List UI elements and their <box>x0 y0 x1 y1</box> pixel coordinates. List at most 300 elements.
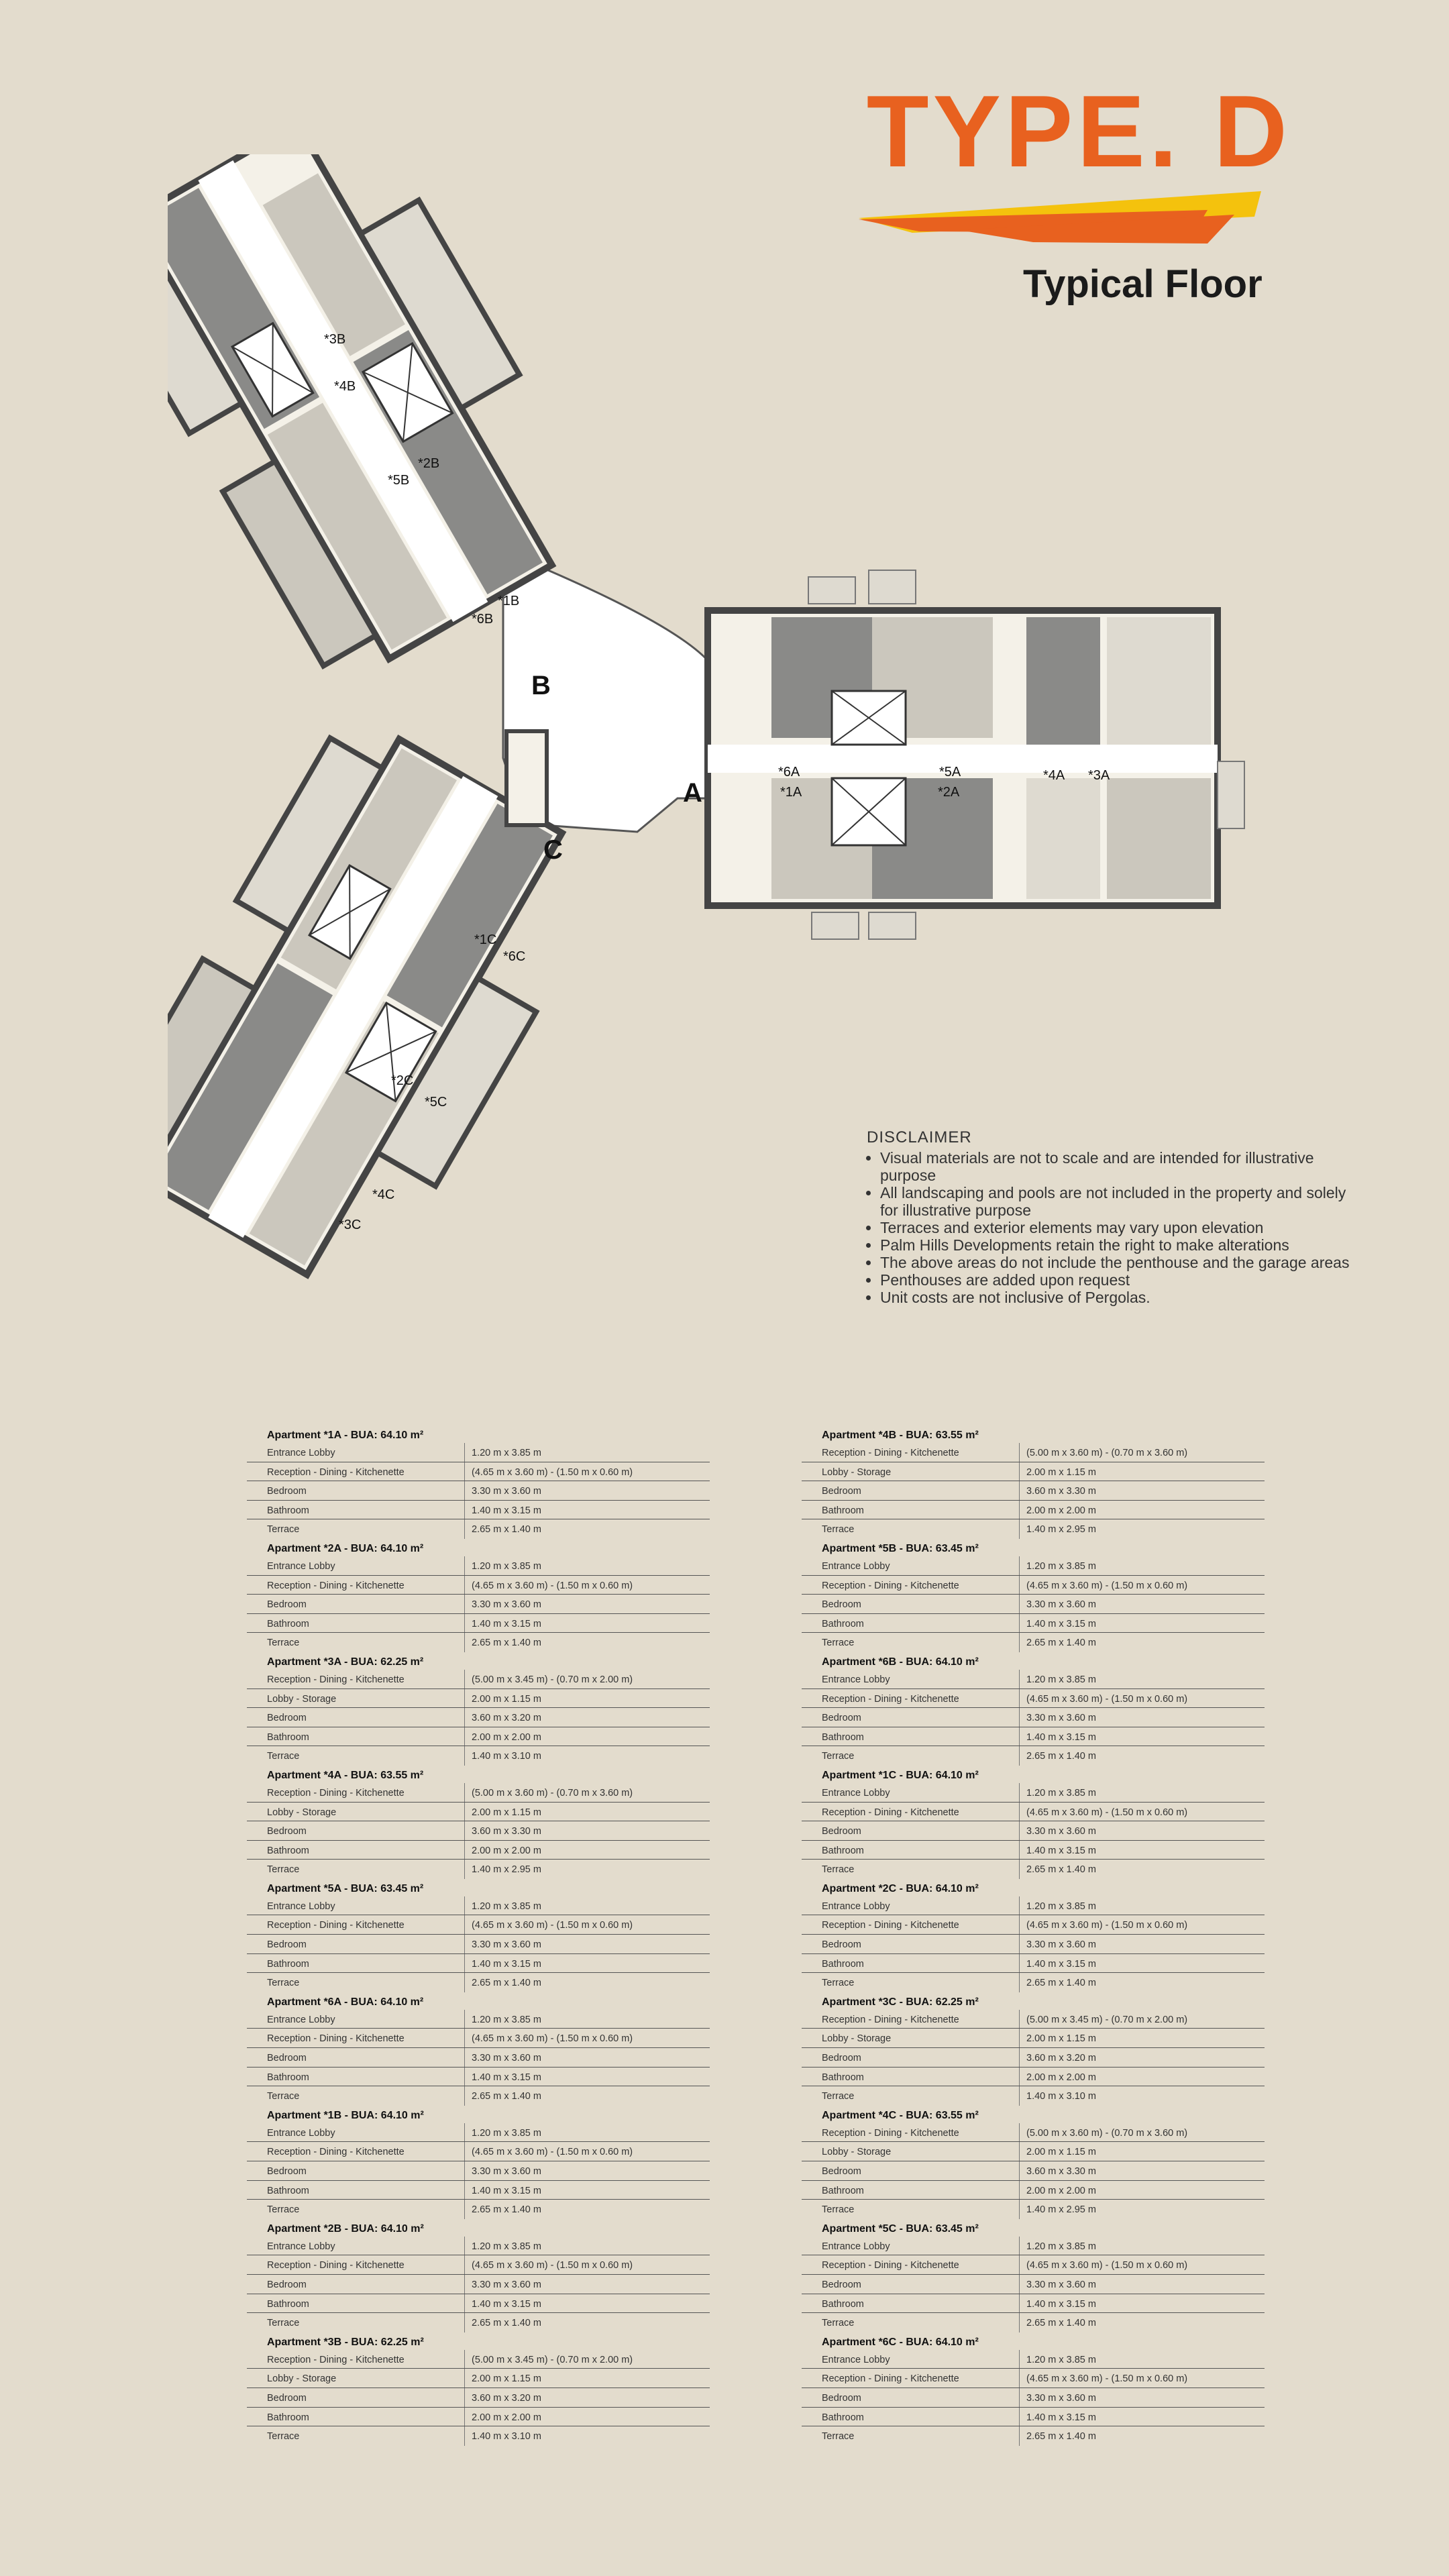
apartment-spec <box>802 1766 1265 1879</box>
room-dimensions: 1.40 m x 3.15 m <box>1026 2298 1096 2310</box>
apartment-spec <box>802 2219 1265 2332</box>
spec-row <box>247 1614 710 1633</box>
room-dimensions: 2.00 m x 2.00 m <box>1026 2185 1096 2196</box>
room-name: Bathroom <box>802 1954 1020 1973</box>
room-name: Bedroom <box>247 2161 465 2180</box>
room-dimensions: 3.60 m x 3.20 m <box>1026 2053 1096 2064</box>
room-dimensions: (4.65 m x 3.60 m) - (1.50 m x 0.60 m) <box>1026 1807 1188 1818</box>
room-name: Terrace <box>247 1860 465 1879</box>
room-name: Bathroom <box>802 1501 1020 1519</box>
room-name: Terrace <box>247 1519 465 1539</box>
spec-row <box>247 2200 710 2219</box>
spec-row <box>247 2068 710 2087</box>
spec-row <box>802 2181 1265 2200</box>
apartment-title: Apartment *3B - BUA: 62.25 m² <box>267 2336 424 2348</box>
unit-tag: *6C <box>503 949 526 964</box>
room-name: Entrance Lobby <box>802 1783 1020 1802</box>
room-dimensions: 2.65 m x 1.40 m <box>472 2318 541 2329</box>
room-name: Bedroom <box>247 1708 465 1727</box>
apartment-title: Apartment *4B - BUA: 63.55 m² <box>822 1430 979 1441</box>
apartment-spec <box>247 1426 710 1539</box>
room-name: Bedroom <box>247 2275 465 2294</box>
apartment-title: Apartment *1B - BUA: 64.10 m² <box>267 2109 424 2121</box>
room-name: Bedroom <box>802 1595 1020 1613</box>
apartment-title: Apartment *6A - BUA: 64.10 m² <box>267 1996 424 2008</box>
room-name: Bathroom <box>247 1841 465 1860</box>
room-name: Terrace <box>802 1860 1020 1879</box>
room-name: Reception - Dining - Kitchenette <box>802 2010 1020 2029</box>
room-name: Bedroom <box>247 1481 465 1500</box>
spec-row <box>247 1576 710 1595</box>
room-dimensions: 2.65 m x 1.40 m <box>472 1524 541 1536</box>
room-name: Bathroom <box>802 2068 1020 2086</box>
room-dimensions: 2.65 m x 1.40 m <box>1026 1751 1096 1762</box>
apartment-title: Apartment *2B - BUA: 64.10 m² <box>267 2222 424 2235</box>
room-name: Reception - Dining - Kitchenette <box>802 1576 1020 1595</box>
room-dimensions: 1.40 m x 3.15 m <box>1026 1958 1096 1970</box>
room-name: Bedroom <box>247 1595 465 1613</box>
spec-row <box>802 1689 1265 1709</box>
room-name: Terrace <box>802 2426 1020 2446</box>
room-dimensions: 2.65 m x 1.40 m <box>1026 2318 1096 2329</box>
spec-row <box>247 1954 710 1974</box>
room-dimensions: (4.65 m x 3.60 m) - (1.50 m x 0.60 m) <box>472 2260 633 2271</box>
room-dimensions: 1.40 m x 3.15 m <box>472 2072 541 2083</box>
spec-row <box>247 1556 710 1576</box>
room-name: Lobby - Storage <box>802 2029 1020 2047</box>
room-name: Terrace <box>802 2200 1020 2219</box>
room-dimensions: 3.30 m x 3.60 m <box>1026 2392 1096 2404</box>
room-dimensions: (4.65 m x 3.60 m) - (1.50 m x 0.60 m) <box>1026 1920 1188 1931</box>
room-dimensions: 2.65 m x 1.40 m <box>472 1978 541 1989</box>
spec-row <box>247 1896 710 1916</box>
room-dimensions: 2.00 m x 2.00 m <box>472 1845 541 1856</box>
room-name: Entrance Lobby <box>802 1896 1020 1915</box>
room-dimensions: 1.40 m x 3.15 m <box>472 2185 541 2196</box>
room-dimensions: 1.20 m x 3.85 m <box>472 1900 541 1912</box>
room-dimensions: (5.00 m x 3.45 m) - (0.70 m x 2.00 m) <box>1026 2014 1188 2025</box>
spec-row <box>247 2275 710 2294</box>
room-dimensions: (4.65 m x 3.60 m) - (1.50 m x 0.60 m) <box>472 2033 633 2045</box>
room-dimensions: 2.65 m x 1.40 m <box>472 2091 541 2102</box>
room-name: Reception - Dining - Kitchenette <box>802 1803 1020 1821</box>
room-name: Entrance Lobby <box>247 1556 465 1575</box>
apartment-spec <box>247 1766 710 1879</box>
room-dimensions: 1.20 m x 3.85 m <box>1026 1787 1096 1799</box>
spec-row <box>802 1841 1265 1860</box>
apartment-title: Apartment *1A - BUA: 64.10 m² <box>267 1430 424 1441</box>
room-name: Reception - Dining - Kitchenette <box>247 1462 465 1481</box>
room-name: Reception - Dining - Kitchenette <box>802 1443 1020 1462</box>
room-name: Reception - Dining - Kitchenette <box>247 2255 465 2274</box>
room-dimensions: (4.65 m x 3.60 m) - (1.50 m x 0.60 m) <box>472 1920 633 1931</box>
spec-row <box>802 2161 1265 2181</box>
spec-row <box>247 1727 710 1747</box>
spec-row <box>802 1915 1265 1935</box>
room-dimensions: (5.00 m x 3.45 m) - (0.70 m x 2.00 m) <box>472 1674 633 1685</box>
room-name: Terrace <box>247 2313 465 2332</box>
unit-tag: *3B <box>324 332 346 347</box>
spec-row <box>802 1896 1265 1916</box>
spec-row <box>247 2029 710 2048</box>
spec-row <box>247 2388 710 2408</box>
page-subtitle: Typical Floor <box>1023 262 1263 306</box>
room-name: Terrace <box>802 1973 1020 1992</box>
apartment-spec <box>247 1879 710 1992</box>
spec-row <box>247 1689 710 1709</box>
spec-row <box>247 2048 710 2068</box>
spec-row <box>247 1633 710 1652</box>
unit-tag: *5A <box>939 765 961 780</box>
room-name: Bathroom <box>247 1727 465 1746</box>
apartment-spec <box>802 1539 1265 1652</box>
wing-a <box>708 570 1244 939</box>
unit-tag: *6B <box>472 612 494 627</box>
spec-row <box>247 1462 710 1482</box>
spec-row <box>802 1935 1265 1954</box>
spec-row <box>802 1803 1265 1822</box>
spec-row <box>802 2408 1265 2427</box>
room-dimensions: 1.40 m x 2.95 m <box>1026 1524 1096 1536</box>
room-dimensions: 2.65 m x 1.40 m <box>1026 1978 1096 1989</box>
room-name: Bedroom <box>802 2275 1020 2294</box>
spec-row <box>247 1481 710 1501</box>
room-name: Bedroom <box>802 1821 1020 1840</box>
apartment-spec <box>802 2332 1265 2446</box>
spec-row <box>247 2010 710 2029</box>
spec-row <box>802 1462 1265 1482</box>
room-dimensions: 1.40 m x 3.15 m <box>1026 1618 1096 1629</box>
wing-label-a: A <box>683 778 702 808</box>
room-name: Bathroom <box>247 2181 465 2200</box>
room-dimensions: 2.65 m x 1.40 m <box>472 2204 541 2216</box>
room-name: Lobby - Storage <box>247 1803 465 1821</box>
room-dimensions: (4.65 m x 3.60 m) - (1.50 m x 0.60 m) <box>1026 2373 1188 2385</box>
room-dimensions: 3.30 m x 3.60 m <box>1026 2279 1096 2290</box>
room-dimensions: 2.00 m x 2.00 m <box>472 2412 541 2423</box>
spec-row <box>247 2086 710 2106</box>
room-dimensions: 2.65 m x 1.40 m <box>1026 1638 1096 1649</box>
spec-row <box>802 2086 1265 2106</box>
apartment-spec <box>802 1426 1265 1539</box>
spec-row <box>247 1783 710 1803</box>
room-name: Bedroom <box>802 1935 1020 1953</box>
room-name: Bathroom <box>802 2181 1020 2200</box>
room-dimensions: 1.40 m x 3.10 m <box>1026 2091 1096 2102</box>
spec-row <box>802 1519 1265 1539</box>
room-name: Bedroom <box>247 2388 465 2407</box>
room-dimensions: 2.65 m x 1.40 m <box>472 1638 541 1649</box>
spec-row <box>802 1576 1265 1595</box>
room-dimensions: (5.00 m x 3.60 m) - (0.70 m x 3.60 m) <box>472 1787 633 1799</box>
room-name: Bedroom <box>802 2048 1020 2067</box>
room-name: Entrance Lobby <box>802 2237 1020 2255</box>
spec-row <box>247 1860 710 1879</box>
room-name: Bathroom <box>802 1841 1020 1860</box>
room-name: Terrace <box>247 2426 465 2446</box>
room-dimensions: 2.00 m x 1.15 m <box>472 1807 541 1818</box>
unit-tag: *4A <box>1043 768 1065 783</box>
room-dimensions: 1.20 m x 3.85 m <box>472 1560 541 1572</box>
room-name: Reception - Dining - Kitchenette <box>802 2255 1020 2274</box>
room-dimensions: 1.40 m x 3.15 m <box>472 1505 541 1516</box>
apartment-title: Apartment *6B - BUA: 64.10 m² <box>822 1656 979 1668</box>
spec-row <box>247 1821 710 1841</box>
room-dimensions: 1.40 m x 2.95 m <box>472 1864 541 1876</box>
room-name: Terrace <box>247 2086 465 2106</box>
room-dimensions: 3.60 m x 3.30 m <box>1026 2166 1096 2177</box>
spec-row <box>802 1633 1265 1652</box>
room-name: Entrance Lobby <box>802 1670 1020 1688</box>
spec-row <box>802 1595 1265 1614</box>
room-name: Bedroom <box>802 2388 1020 2407</box>
spec-row <box>247 2142 710 2161</box>
room-dimensions: 2.00 m x 1.15 m <box>472 2373 541 2385</box>
room-dimensions: 1.20 m x 3.85 m <box>472 1448 541 1458</box>
room-name: Reception - Dining - Kitchenette <box>247 2142 465 2161</box>
room-dimensions: 1.20 m x 3.85 m <box>1026 1674 1096 1685</box>
apartment-title: Apartment *3C - BUA: 62.25 m² <box>822 1996 979 2008</box>
spec-row <box>247 1973 710 1992</box>
room-name: Terrace <box>247 1746 465 1766</box>
spec-row <box>247 1443 710 1462</box>
room-name: Entrance Lobby <box>247 2123 465 2142</box>
spec-row <box>802 1443 1265 1462</box>
spec-row <box>802 2142 1265 2161</box>
apartment-spec <box>802 1879 1265 1992</box>
apartment-title: Apartment *3A - BUA: 62.25 m² <box>267 1656 424 1668</box>
unit-tag: *6A <box>778 765 800 780</box>
room-dimensions: 1.20 m x 3.85 m <box>1026 2354 1096 2365</box>
room-dimensions: 1.40 m x 3.15 m <box>472 1618 541 1629</box>
spec-row <box>247 2123 710 2143</box>
room-dimensions: 1.20 m x 3.85 m <box>1026 1900 1096 1912</box>
room-name: Bedroom <box>247 2048 465 2067</box>
room-dimensions: (4.65 m x 3.60 m) - (1.50 m x 0.60 m) <box>1026 1693 1188 1705</box>
room-name: Terrace <box>802 1633 1020 1652</box>
room-dimensions: 3.30 m x 3.60 m <box>472 2279 541 2290</box>
spec-row <box>247 2237 710 2256</box>
page-title: TYPE. D <box>866 74 1291 189</box>
room-dimensions: 2.00 m x 1.15 m <box>472 1693 541 1705</box>
unit-tag: *2C <box>391 1073 414 1088</box>
room-dimensions: 3.30 m x 3.60 m <box>1026 1826 1096 1837</box>
apartment-spec <box>247 2332 710 2446</box>
apartment-title: Apartment *5C - BUA: 63.45 m² <box>822 2222 979 2235</box>
room-name: Reception - Dining - Kitchenette <box>247 1670 465 1688</box>
room-dimensions: 1.40 m x 2.95 m <box>1026 2204 1096 2216</box>
room-dimensions: (4.65 m x 3.60 m) - (1.50 m x 0.60 m) <box>472 1466 633 1478</box>
unit-tag: *4C <box>372 1187 395 1202</box>
room-dimensions: 3.30 m x 3.60 m <box>472 2166 541 2177</box>
room-name: Reception - Dining - Kitchenette <box>802 2123 1020 2142</box>
apartment-table-right <box>802 1426 1265 2446</box>
room-name: Bathroom <box>802 2408 1020 2426</box>
spec-row <box>802 2294 1265 2314</box>
disclaimer-list <box>867 1149 1350 1306</box>
spec-row <box>247 1746 710 1766</box>
spec-row <box>247 1841 710 1860</box>
room-dimensions: 1.20 m x 3.85 m <box>1026 2241 1096 2252</box>
room-name: Bathroom <box>247 2408 465 2426</box>
spec-row <box>247 2369 710 2388</box>
room-dimensions: 3.30 m x 3.60 m <box>472 1939 541 1951</box>
room-dimensions: 3.30 m x 3.60 m <box>1026 1713 1096 1724</box>
room-dimensions: 2.00 m x 2.00 m <box>1026 1505 1096 1516</box>
room-dimensions: 3.60 m x 3.30 m <box>1026 1486 1096 1497</box>
spec-row <box>802 2068 1265 2087</box>
room-dimensions: (5.00 m x 3.60 m) - (0.70 m x 3.60 m) <box>1026 2127 1188 2139</box>
spec-row <box>802 2029 1265 2048</box>
room-dimensions: 3.30 m x 3.60 m <box>472 1486 541 1497</box>
room-dimensions: 1.40 m x 3.15 m <box>472 2298 541 2310</box>
wing-label-b: B <box>531 671 551 700</box>
room-name: Reception - Dining - Kitchenette <box>247 1783 465 1802</box>
spec-row <box>802 1727 1265 1747</box>
room-name: Bedroom <box>802 1481 1020 1500</box>
room-dimensions: 3.30 m x 3.60 m <box>472 2053 541 2064</box>
room-name: Reception - Dining - Kitchenette <box>247 1915 465 1934</box>
room-dimensions: (4.65 m x 3.60 m) - (1.50 m x 0.60 m) <box>472 2147 633 2158</box>
spec-row <box>802 2369 1265 2388</box>
disclaimer-item: • Terraces and exterior elements may vary upon elevation <box>880 1219 1350 1236</box>
spec-row <box>247 2255 710 2275</box>
spec-row <box>247 1708 710 1727</box>
spec-row <box>802 1821 1265 1841</box>
spec-row <box>247 1595 710 1614</box>
room-dimensions: 1.40 m x 3.10 m <box>472 2431 541 2443</box>
room-dimensions: 1.20 m x 3.85 m <box>472 2014 541 2025</box>
room-name: Entrance Lobby <box>247 1896 465 1915</box>
room-name: Reception - Dining - Kitchenette <box>247 1576 465 1595</box>
room-dimensions: (4.65 m x 3.60 m) - (1.50 m x 0.60 m) <box>472 1580 633 1591</box>
disclaimer-heading: DISCLAIMER <box>867 1128 972 1146</box>
spec-row <box>247 2426 710 2446</box>
room-name: Reception - Dining - Kitchenette <box>802 2369 1020 2387</box>
room-name: Terrace <box>247 1633 465 1652</box>
room-dimensions: 1.40 m x 3.15 m <box>1026 1845 1096 1856</box>
room-dimensions: 1.40 m x 3.15 m <box>1026 2412 1096 2423</box>
room-name: Terrace <box>802 2313 1020 2332</box>
apartment-spec <box>247 2219 710 2332</box>
room-name: Terrace <box>802 2086 1020 2106</box>
room-name: Reception - Dining - Kitchenette <box>802 1915 1020 1934</box>
room-dimensions: 3.30 m x 3.60 m <box>1026 1599 1096 1611</box>
room-name: Bathroom <box>802 1614 1020 1633</box>
room-dimensions: 2.00 m x 2.00 m <box>472 1731 541 1743</box>
room-dimensions: 1.40 m x 3.15 m <box>472 1958 541 1970</box>
spec-row <box>802 1860 1265 1879</box>
room-name: Bedroom <box>247 1821 465 1840</box>
spec-row <box>802 2255 1265 2275</box>
room-name: Entrance Lobby <box>802 1556 1020 1575</box>
room-dimensions: 1.20 m x 3.85 m <box>1026 1560 1096 1572</box>
room-dimensions: 3.60 m x 3.20 m <box>472 1713 541 1724</box>
spec-row <box>802 2350 1265 2369</box>
room-dimensions: 1.40 m x 3.15 m <box>1026 1731 1096 1743</box>
disclaimer <box>867 1129 1350 1306</box>
spec-row <box>802 1746 1265 1766</box>
stair-core <box>506 731 547 825</box>
spec-row <box>247 2161 710 2181</box>
disclaimer-item: • All landscaping and pools are not included in the property and solely for illustrative purpose <box>880 1184 1350 1219</box>
spec-row <box>247 1803 710 1822</box>
unit-tag: *1A <box>780 785 802 800</box>
apartment-spec <box>802 1992 1265 2106</box>
apartment-title: Apartment *2A - BUA: 64.10 m² <box>267 1542 424 1554</box>
room-dimensions: 1.20 m x 3.85 m <box>472 2127 541 2139</box>
spec-row <box>247 1670 710 1689</box>
spec-row <box>247 1935 710 1954</box>
room-name: Lobby - Storage <box>802 2142 1020 2161</box>
spec-row <box>802 2200 1265 2219</box>
spec-row <box>802 2010 1265 2029</box>
room-dimensions: 1.20 m x 3.85 m <box>472 2241 541 2252</box>
room-name: Bathroom <box>247 2294 465 2313</box>
room-dimensions: (4.65 m x 3.60 m) - (1.50 m x 0.60 m) <box>1026 1580 1188 1591</box>
room-dimensions: 3.60 m x 3.30 m <box>472 1826 541 1837</box>
spec-row <box>802 1614 1265 1633</box>
unit-tag: *1B <box>498 594 520 608</box>
room-dimensions: 3.30 m x 3.60 m <box>472 1599 541 1611</box>
room-dimensions: 1.40 m x 3.10 m <box>472 1751 541 1762</box>
spec-row <box>247 2350 710 2369</box>
spec-row <box>802 2048 1265 2068</box>
room-name: Bedroom <box>802 1708 1020 1727</box>
room-dimensions: 2.00 m x 1.15 m <box>1026 1466 1096 1478</box>
spec-row <box>802 2388 1265 2408</box>
room-name: Entrance Lobby <box>802 2350 1020 2369</box>
apartment-spec <box>247 1539 710 1652</box>
room-name: Terrace <box>247 1973 465 1992</box>
room-name: Terrace <box>247 2200 465 2219</box>
room-dimensions: 3.60 m x 3.20 m <box>472 2392 541 2404</box>
apartment-title: Apartment *4A - BUA: 63.55 m² <box>267 1769 424 1781</box>
apartment-title: Apartment *2C - BUA: 64.10 m² <box>822 1882 979 1894</box>
apartment-title: Apartment *5B - BUA: 63.45 m² <box>822 1542 979 1554</box>
apartment-spec <box>802 2106 1265 2219</box>
unit-tag: *2A <box>938 785 960 800</box>
spec-row <box>247 2408 710 2427</box>
spec-row <box>247 1501 710 1520</box>
unit-tag: *3C <box>339 1218 362 1232</box>
spec-row <box>802 1670 1265 1689</box>
spec-row <box>802 2275 1265 2294</box>
room-name: Bathroom <box>247 1614 465 1633</box>
room-dimensions: 2.00 m x 1.15 m <box>1026 2147 1096 2158</box>
room-name: Bathroom <box>247 1501 465 1519</box>
room-name: Bedroom <box>802 2161 1020 2180</box>
room-name: Reception - Dining - Kitchenette <box>802 1689 1020 1708</box>
spec-row <box>802 1954 1265 1974</box>
disclaimer-item: • Unit costs are not inclusive of Pergolas. <box>880 1289 1350 1306</box>
room-name: Lobby - Storage <box>802 1462 1020 1481</box>
spec-row <box>802 1481 1265 1501</box>
room-name: Bedroom <box>247 1935 465 1953</box>
spec-row <box>247 1519 710 1539</box>
spec-row <box>802 1973 1265 1992</box>
spec-row <box>802 2313 1265 2332</box>
room-name: Bathroom <box>247 2068 465 2086</box>
room-name: Bathroom <box>802 1727 1020 1746</box>
spec-row <box>802 1556 1265 1576</box>
spec-row <box>247 2181 710 2200</box>
apartment-title: Apartment *6C - BUA: 64.10 m² <box>822 2336 979 2348</box>
spec-row <box>802 2426 1265 2446</box>
room-name: Entrance Lobby <box>247 2237 465 2255</box>
unit-tag: *4B <box>334 379 356 394</box>
spec-row <box>247 1915 710 1935</box>
